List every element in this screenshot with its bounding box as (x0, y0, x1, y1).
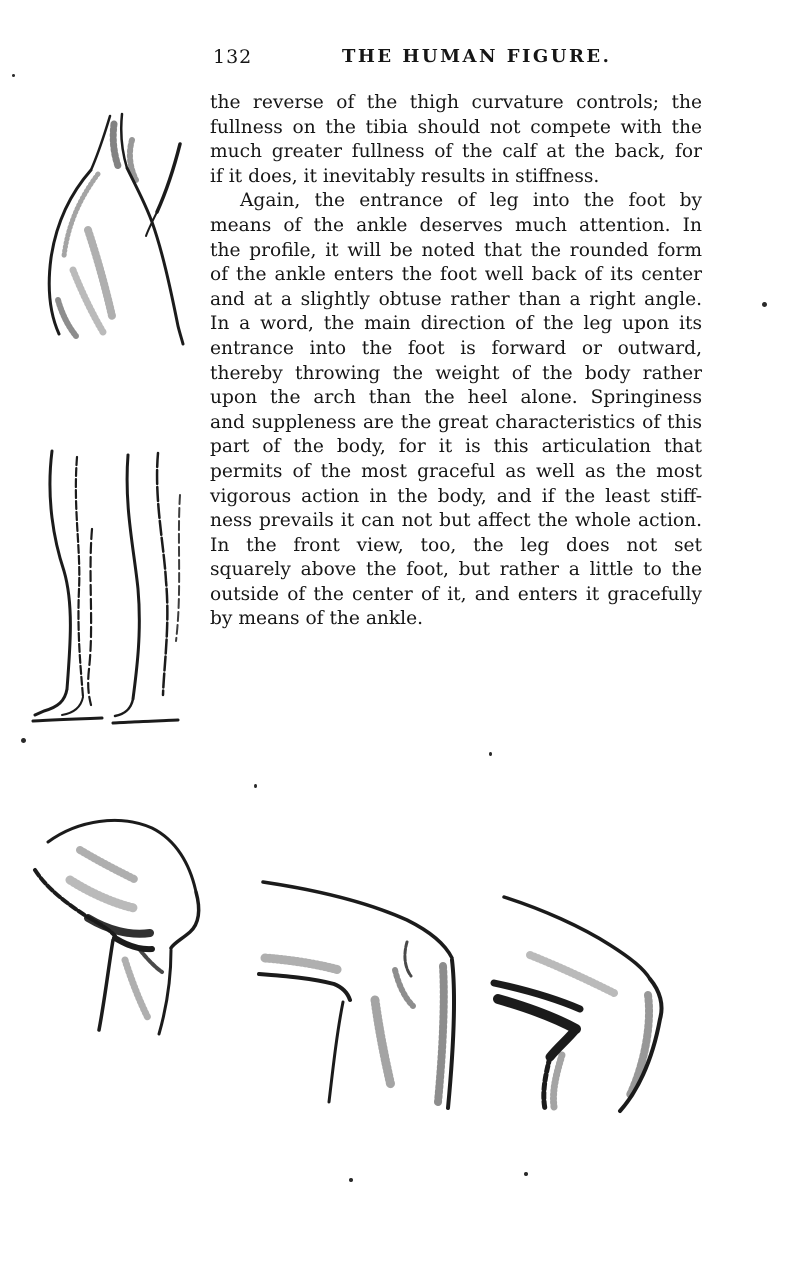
text-line: outside of the center of it, and enters it gracefully (210, 583, 702, 605)
text-line: Again, the entrance of leg into the foot by (240, 190, 702, 212)
figure-bent-knee-right (490, 885, 705, 1120)
text-line: by means of the ankle. (210, 608, 424, 630)
text-line: if it does, it inevitably results in stiffness. (210, 165, 600, 187)
text-line: means of the ankle deserves much attention. In (210, 214, 702, 236)
running-title: THE HUMAN FIGURE. (342, 46, 612, 67)
page-header (210, 44, 730, 70)
text-line: much greater fullness of the calf at the back, for (210, 141, 702, 163)
text-line: and at a slightly obtuse rather than a right angle. (210, 288, 702, 310)
text-line: vigorous action in the body, and if the least stiff- (210, 485, 702, 507)
figure-legs-front-view (30, 437, 190, 729)
text-line: the profile, it will be noted that the rounded form (210, 239, 702, 261)
knee-bent-right-angle-sketch (255, 870, 463, 1118)
scan-speck (254, 784, 257, 788)
text-line: ness prevails it can not but affect the whole action. (210, 510, 702, 532)
text-line: squarely above the foot, but rather a little to the (210, 559, 702, 581)
text-line: permits of the most graceful as well as the most (210, 460, 702, 482)
scan-speck (12, 74, 15, 77)
text-line: thereby throwing the weight of the body rather (210, 362, 702, 384)
text-line: the reverse of the thigh curvature controls; the (210, 92, 702, 113)
figure-knee-right-angle (255, 870, 463, 1118)
text-line: In a word, the main direction of the leg upon its (210, 313, 702, 335)
scan-speck (489, 752, 492, 756)
body-text (210, 91, 702, 632)
text-line: entrance into the foot is forward or outward, (210, 337, 702, 359)
text-line: fullness on the tibia should not compete with the (210, 116, 702, 138)
scan-speck (524, 1172, 528, 1176)
bent-knee-profile-right-sketch (490, 885, 705, 1120)
scan-speck (349, 1178, 353, 1182)
page-number: 132 (213, 46, 253, 68)
text-line: part of the body, for it is this articulation that (210, 436, 702, 458)
scan-speck (21, 738, 26, 743)
knee-study-profile-sketch (28, 110, 188, 348)
text-line: In the front view, too, the leg does not set (210, 534, 702, 556)
two-legs-front-view-sketch (30, 437, 190, 729)
text-line: of the ankle enters the foot well back of its center (210, 264, 702, 286)
figure-knee-study-profile (28, 110, 188, 348)
bent-knee-profile-left-sketch (20, 810, 220, 1050)
text-line: upon the arch than the heel alone. Springiness (210, 387, 702, 409)
scan-speck (762, 302, 767, 307)
figure-bent-knee-left (20, 810, 220, 1050)
text-line: and suppleness are the great characteristics of this (210, 411, 702, 433)
